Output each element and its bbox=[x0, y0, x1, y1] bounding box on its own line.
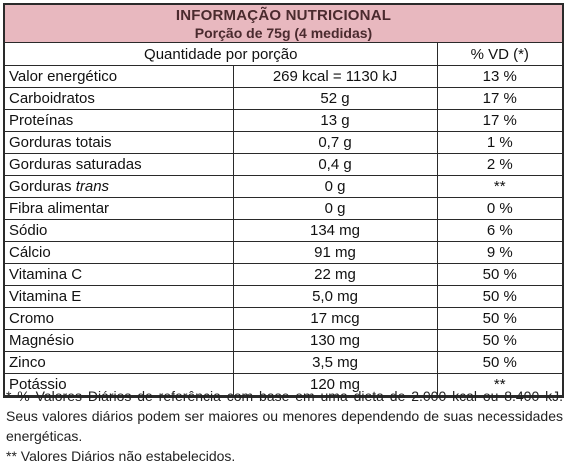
nutrient-row bbox=[5, 308, 562, 330]
nutrient-dv: 17 % bbox=[437, 88, 562, 110]
nutrient-amount: 0,4 g bbox=[233, 154, 437, 176]
nutrient-dv: 6 % bbox=[437, 220, 562, 242]
nutrient-amount: 13 g bbox=[233, 110, 437, 132]
nutrition-table-frame bbox=[3, 3, 564, 398]
nutrient-name bbox=[5, 154, 233, 176]
nutrient-amount: 134 mg bbox=[233, 220, 437, 242]
nutrient-name-text: Proteínas bbox=[9, 112, 74, 129]
nutrient-row bbox=[5, 154, 562, 176]
nutrient-name bbox=[5, 110, 233, 132]
nutrient-row bbox=[5, 220, 562, 242]
nutrient-amount: 5,0 mg bbox=[233, 286, 437, 308]
nutrient-amount: 130 mg bbox=[233, 330, 437, 352]
nutrient-row bbox=[5, 132, 562, 154]
nutrient-dv: 50 % bbox=[437, 330, 562, 352]
nutrient-amount: 0 g bbox=[233, 198, 437, 220]
nutrient-row bbox=[5, 330, 562, 352]
nutrient-dv: 13 % bbox=[437, 66, 562, 88]
nutrient-amount: 17 mcg bbox=[233, 308, 437, 330]
nutrient-row bbox=[5, 242, 562, 264]
nutrient-row bbox=[5, 88, 562, 110]
nutrient-dv: 2 % bbox=[437, 154, 562, 176]
nutrient-name-text: Valor energético bbox=[9, 68, 118, 85]
nutrient-dv: 50 % bbox=[437, 286, 562, 308]
nutrient-name bbox=[5, 198, 233, 220]
nutrient-row bbox=[5, 110, 562, 132]
nutrient-amount: 0,7 g bbox=[233, 132, 437, 154]
nutrient-row bbox=[5, 176, 562, 198]
nutrient-amount: 0 g bbox=[233, 176, 437, 198]
nutrient-name bbox=[5, 220, 233, 242]
nutrient-name bbox=[5, 242, 233, 264]
nutrition-table bbox=[5, 43, 562, 396]
nutrient-amount: 269 kcal = 1130 kJ bbox=[233, 66, 437, 88]
nutrient-name-text: Potássio bbox=[9, 376, 67, 393]
nutrient-name-text: Magnésio bbox=[9, 332, 75, 349]
column-header-row bbox=[5, 43, 562, 66]
nutrient-amount: 22 mg bbox=[233, 264, 437, 286]
nutrient-name-text: Sódio bbox=[9, 222, 48, 239]
nutrient-name bbox=[5, 352, 233, 374]
nutrient-name bbox=[5, 264, 233, 286]
table-title: INFORMAÇÃO NUTRICIONAL bbox=[175, 7, 392, 24]
nutrient-name bbox=[5, 132, 233, 154]
nutrient-row bbox=[5, 198, 562, 220]
nutrient-dv: 17 % bbox=[437, 110, 562, 132]
nutrient-name-text: Vitamina E bbox=[9, 288, 82, 305]
nutrient-dv: 50 % bbox=[437, 264, 562, 286]
footnote-daily-values: * % Valores Diários de referência com base em uma dieta de 2.000 kcal ou 8.400 kJ. Seus valores diários podem ser maiores ou menores dependendo de suas necessidades energéticas. bbox=[6, 388, 563, 444]
column-header-quantity: Quantidade por porção bbox=[5, 43, 437, 66]
nutrient-name bbox=[5, 66, 233, 88]
nutrient-name-italic: trans bbox=[75, 178, 110, 195]
nutrient-name-text: Vitamina C bbox=[9, 266, 83, 283]
nutrient-row bbox=[5, 66, 562, 88]
nutrient-name bbox=[5, 176, 233, 198]
nutrient-name bbox=[5, 88, 233, 110]
nutrient-row bbox=[5, 264, 562, 286]
nutrient-dv: ** bbox=[437, 374, 562, 396]
nutrient-row bbox=[5, 286, 562, 308]
nutrient-name-text: Carboidratos bbox=[9, 90, 95, 107]
column-header-dv: % VD (*) bbox=[437, 43, 562, 66]
footnote-not-established: ** Valores Diários não estabelecidos. bbox=[6, 448, 236, 464]
nutrient-name bbox=[5, 330, 233, 352]
nutrient-amount: 91 mg bbox=[233, 242, 437, 264]
nutrient-dv: 50 % bbox=[437, 308, 562, 330]
nutrient-dv: ** bbox=[437, 176, 562, 198]
table-header bbox=[5, 5, 562, 43]
nutrient-dv: 9 % bbox=[437, 242, 562, 264]
nutrient-name-text: Gorduras bbox=[9, 178, 72, 195]
nutrient-name-text: Gorduras saturadas bbox=[9, 156, 142, 173]
footnotes bbox=[6, 386, 563, 466]
nutrient-name-text: Fibra alimentar bbox=[9, 200, 110, 217]
nutrient-name-text: Cálcio bbox=[9, 244, 51, 261]
nutrient-dv: 0 % bbox=[437, 198, 562, 220]
nutrient-amount: 120 mg bbox=[233, 374, 437, 396]
nutrient-amount: 52 g bbox=[233, 88, 437, 110]
nutrient-name-text: Cromo bbox=[9, 310, 55, 327]
nutrient-row bbox=[5, 352, 562, 374]
nutrient-dv: 50 % bbox=[437, 352, 562, 374]
nutrient-dv: 1 % bbox=[437, 132, 562, 154]
nutrient-name bbox=[5, 308, 233, 330]
serving-size: Porção de 75g (4 medidas) bbox=[194, 25, 373, 41]
nutrient-name-text: Zinco bbox=[9, 354, 46, 371]
nutrient-name-text: Gorduras totais bbox=[9, 134, 112, 151]
nutrient-name bbox=[5, 286, 233, 308]
nutrient-amount: 3,5 mg bbox=[233, 352, 437, 374]
